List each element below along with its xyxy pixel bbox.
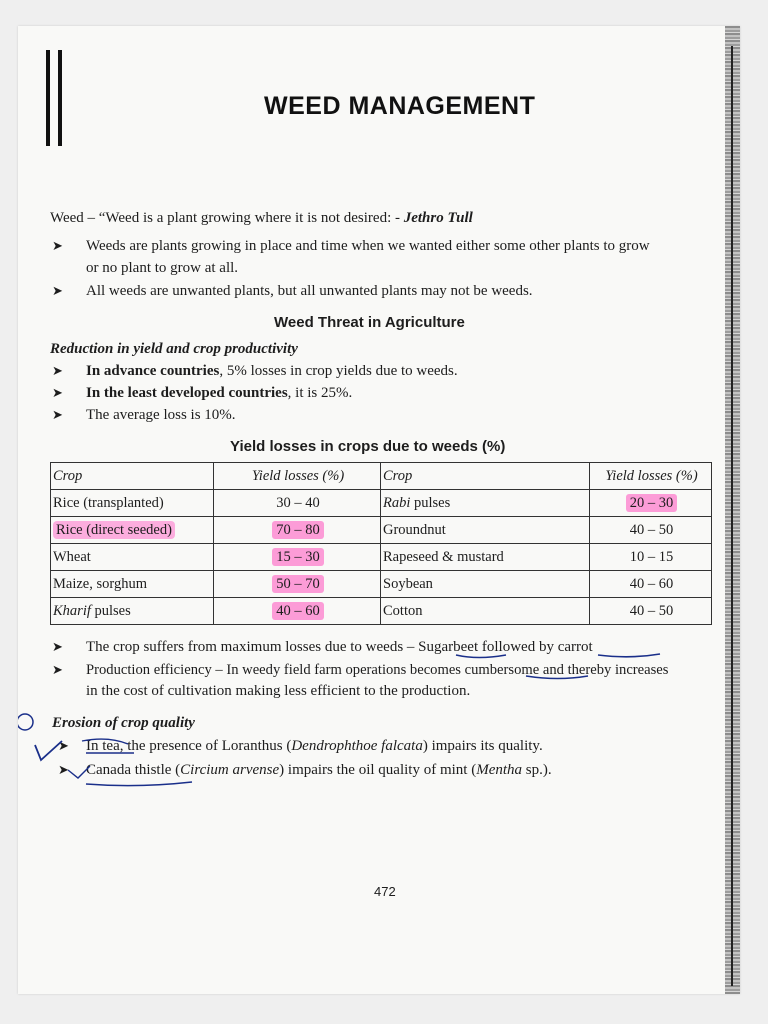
erosion-text: ) impairs the oil quality of mint ( — [279, 762, 477, 778]
after-bullet-2: Production efficiency – In weedy field farm operations becomes cumbersome and thereby increases — [86, 662, 669, 678]
reduction-bold: In advance countries — [86, 363, 220, 379]
section-heading: Weed Threat in Agriculture — [274, 314, 465, 331]
cell-crop — [381, 517, 590, 544]
after-bullet-1: The crop suffers from maximum losses due to weeds – Sugarbeet followed by carrot — [86, 639, 593, 655]
header-crop-2: Crop — [381, 463, 590, 490]
table-row — [51, 598, 712, 625]
table-row — [51, 490, 712, 517]
cell-yield — [214, 598, 381, 625]
cell-crop — [51, 517, 214, 544]
cell-italic-word: Rabi — [383, 494, 411, 511]
erosion-text: Canada thistle ( — [86, 762, 181, 778]
cell-crop — [381, 490, 590, 517]
page-number: 472 — [374, 884, 396, 899]
bullet-icon: ➤ — [58, 739, 69, 754]
reduction-bullet-1 — [86, 361, 458, 381]
subheading-reduction: Reduction in yield and crop productivity — [50, 341, 298, 357]
cell-italic-word: Kharif — [53, 602, 91, 619]
reduction-bold: In the least developed countries — [86, 385, 288, 401]
margin-bar-right — [58, 50, 62, 146]
margin-bar-left — [46, 50, 50, 146]
intro-bullet-2: All weeds are unwanted plants, but all unwanted plants may not be weeds. — [86, 283, 533, 299]
cell-text: Rice (transplanted) — [53, 494, 164, 511]
cell-crop — [51, 490, 214, 517]
highlighted-value: 40 – 60 — [272, 602, 324, 620]
subheading-erosion: Erosion of crop quality — [52, 715, 195, 731]
highlighted-value: 50 – 70 — [272, 575, 324, 593]
erosion-species: Circium arvense — [180, 762, 280, 778]
cell-yield — [214, 490, 381, 517]
bullet-icon: ➤ — [52, 284, 63, 299]
document-page — [18, 26, 740, 994]
header-yield-losses: Yield losses (%) — [214, 463, 381, 490]
cell-text: 40 – 60 — [629, 575, 674, 592]
cell-yield — [590, 517, 712, 544]
cell-text: Wheat — [53, 548, 91, 565]
cell-yield — [590, 571, 712, 598]
bullet-icon: ➤ — [52, 663, 63, 678]
bullet-icon: ➤ — [52, 364, 63, 379]
cell-text: 10 – 15 — [629, 548, 674, 565]
cell-text: pulses — [410, 494, 451, 511]
erosion-text: In tea, the presence of Loranthus ( — [86, 738, 292, 754]
bullet-icon: ➤ — [58, 763, 69, 778]
erosion-text: ) impairs its quality. — [422, 738, 543, 754]
cell-yield — [214, 544, 381, 571]
intro-bullet-1-cont: or no plant to grow at all. — [86, 260, 239, 276]
bullet-icon: ➤ — [52, 408, 63, 423]
cell-text: Rapeseed & mustard — [383, 548, 504, 565]
highlighted-crop: Rice (direct seeded) — [53, 521, 175, 539]
cell-crop — [51, 544, 214, 571]
bullet-icon: ➤ — [52, 640, 63, 655]
cell-yield — [214, 571, 381, 598]
cell-text: Groundnut — [383, 521, 446, 538]
yield-loss-table — [50, 462, 712, 625]
cell-text: Cotton — [383, 602, 423, 619]
table-row — [51, 544, 712, 571]
erosion-text: sp.). — [522, 762, 552, 778]
underline-canada-thistle — [86, 782, 192, 786]
header-yield-losses-2: Yield losses (%) — [590, 463, 712, 490]
cell-yield — [590, 490, 712, 517]
erosion-bullet-1 — [86, 736, 543, 756]
intro-bullet-1: Weeds are plants growing in place and time when we wanted either some other plants to grow — [86, 238, 650, 254]
reduction-rest: , 5% losses in crop yields due to weeds. — [219, 363, 458, 379]
definition-text: Weed – “Weed is a plant growing where it is not desired: - — [50, 210, 404, 226]
definition-author: Jethro Tull — [403, 210, 473, 226]
cell-text: 40 – 50 — [629, 602, 674, 619]
cell-text: Maize, sorghum — [53, 575, 147, 592]
cell-text: Soybean — [383, 575, 433, 592]
cell-yield — [214, 517, 381, 544]
cell-crop — [51, 598, 214, 625]
cell-crop — [381, 544, 590, 571]
highlighted-value: 20 – 30 — [626, 494, 678, 512]
erosion-bullet-2 — [86, 760, 552, 780]
highlighted-value: 15 – 30 — [272, 548, 324, 566]
page-title: WEED MANAGEMENT — [264, 92, 536, 120]
bullet-icon: ➤ — [52, 239, 63, 254]
reduction-rest: , it is 25%. — [287, 385, 353, 401]
cell-yield — [590, 598, 712, 625]
cell-crop — [381, 598, 590, 625]
header-crop: Crop — [51, 463, 214, 490]
cell-text: 30 – 40 — [276, 494, 320, 511]
table-row — [51, 517, 712, 544]
table-header-row — [51, 463, 712, 490]
table-title: Yield losses in crops due to weeds (%) — [230, 438, 506, 455]
cell-crop — [381, 571, 590, 598]
weed-definition — [50, 208, 473, 228]
table-row — [51, 571, 712, 598]
reduction-rest: The average loss is 10%. — [86, 407, 236, 423]
bullet-icon: ➤ — [52, 386, 63, 401]
reduction-bullet-3 — [86, 405, 236, 425]
circle-mark — [18, 714, 33, 730]
underline-carrot — [598, 654, 660, 657]
cell-text: pulses — [90, 602, 131, 619]
highlighted-value: 70 – 80 — [272, 521, 324, 539]
cell-yield — [590, 544, 712, 571]
cell-crop — [51, 571, 214, 598]
binding-edge — [731, 46, 733, 986]
erosion-species: Dendrophthoe falcata — [291, 738, 423, 754]
after-bullet-2-cont: in the cost of cultivation making less efficient to the production. — [86, 683, 471, 699]
reduction-bullet-2 — [86, 383, 352, 403]
erosion-species: Mentha — [476, 762, 523, 778]
cell-text: 40 – 50 — [629, 521, 674, 538]
